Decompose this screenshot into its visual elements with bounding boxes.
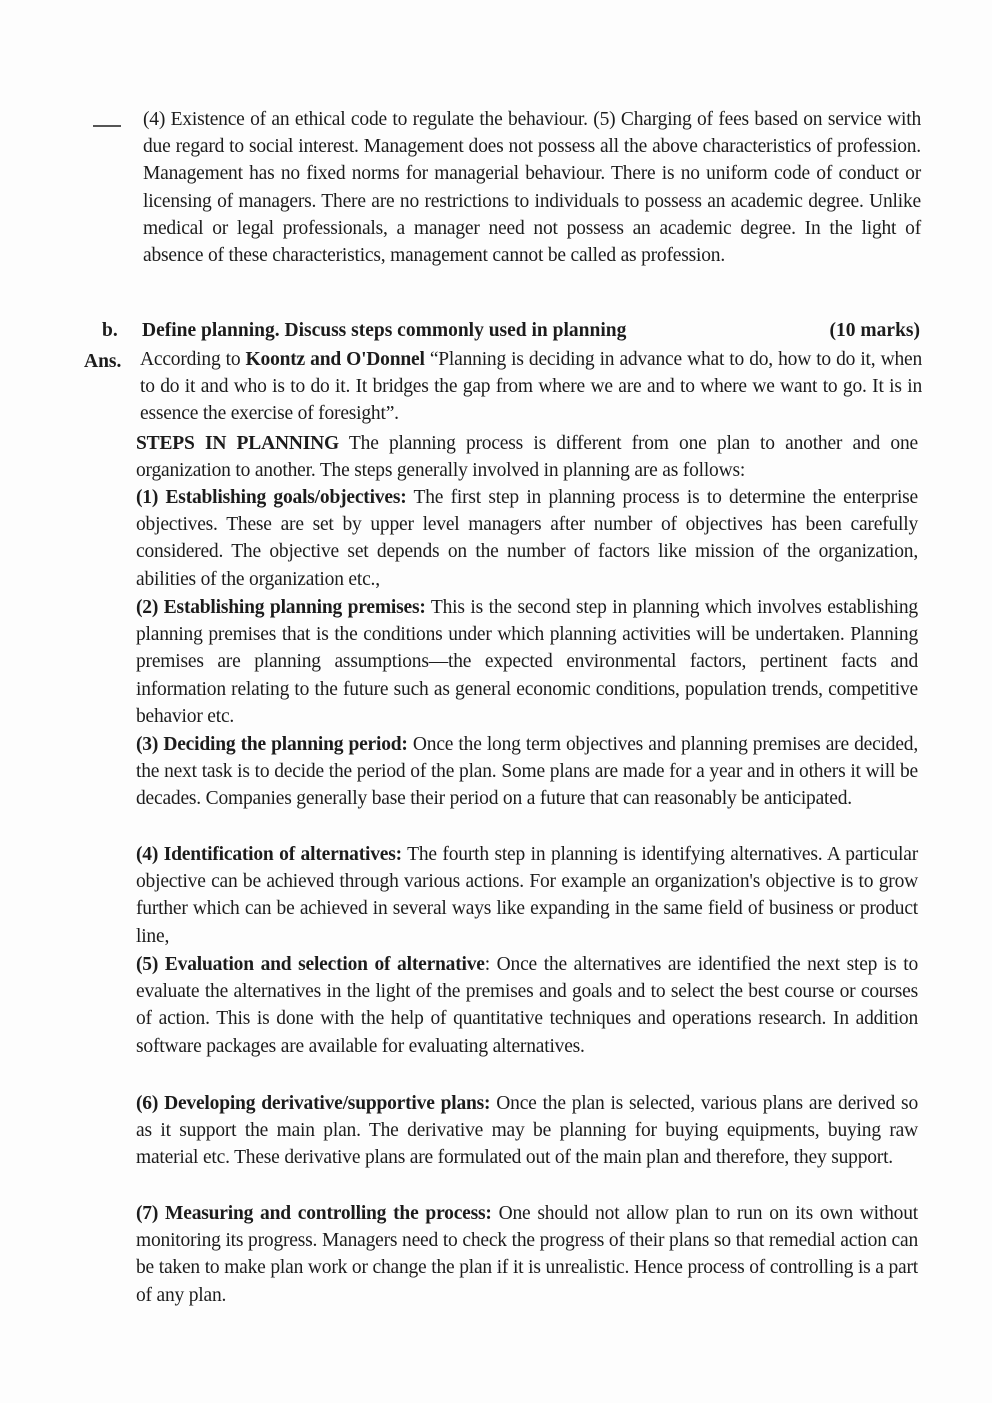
step-text: Once the plan is selected, various plans are derived so as it support the main plan. The derivative may be planning for buying equipments, buying raw material etc. These derivative plans are formulated out of the main plan and therefore, they support. <box>136 1093 918 1169</box>
intro-paragraph: (4) Existence of an ethical code to regulate the behaviour. (5) Charging of fees based on service with due regard to social interest. Management does not possess all the above characteristics of profession. Management has no fixed norms for managerial behaviour. There is no uniform code of conduct or licensing of managers. There are no restrictions to individuals to possess an academic degree. Unlike medical or legal professionals, a manager need not possess an academic degree. In the light of absence of these characteristics, management cannot be called as profession. <box>143 109 921 267</box>
step-text: One should not allow plan to run on its own without monitoring its progress. Managers need to check the progress of their plans so that remedial action can be taken to make plan work or change the plan if it is unrealistic. Hence process of controlling is a part of any plan. <box>136 1203 918 1306</box>
definition-prefix: According to <box>140 349 246 370</box>
question-number: b. <box>102 320 118 341</box>
margin-mark <box>93 125 121 127</box>
steps-heading: STEPS IN PLANNING <box>136 433 339 454</box>
step-4 <box>136 841 918 950</box>
definition-text: “Planning is deciding in advance what to do, how to do it, when to do it and who is to do it. It bridges the gap from where we are and to where we want to go. It is in essence the exercise of foresight”. <box>140 349 923 425</box>
step-text: This is the second step in planning which involves establishing planning premises that is the conditions under which planning activities will be undertaken. Planning premises are planning assumptions—the expected environmental factors, pertinent facts and information relating to the future such as general economic conditions, population trends, competitive behavior etc. <box>136 597 918 727</box>
step-title: (3) Deciding the planning period: <box>136 734 408 755</box>
answer-label: Ans. <box>84 351 122 372</box>
answer-definition <box>140 346 922 428</box>
question-marks: (10 marks) <box>829 320 920 341</box>
step-7 <box>136 1200 918 1309</box>
question-text: Define planning. Discuss steps commonly used in planning <box>142 320 627 341</box>
step-text: : Once the alternatives are identified the next step is to evaluate the alternatives in the light of the premises and goals and to select the best course or courses of action. This is done with the help of quantitative techniques and operations research. In addition software packages are available for evaluating alternatives. <box>136 954 918 1057</box>
step-title: (6) Developing derivative/supportive plans: <box>136 1093 491 1114</box>
step-title: (1) Establishing goals/objectives: <box>136 487 407 508</box>
steps-intro-text: The planning process is different from one plan to another and one organization to another. The steps generally involved in planning are as follows: <box>136 433 918 482</box>
definition-authors: Koontz and O'Donnel <box>245 349 425 370</box>
step-5 <box>136 951 918 1060</box>
step-text: Once the long term objectives and planning premises are decided, the next task is to decide the period of the plan. Some plans are made for a year and in others it will be decades. Companies generally base their period on a future that can reasonably be anticipated. <box>136 734 918 810</box>
step-text: The fourth step in planning is identifying alternatives. A particular objective can be achieved through various actions. For example an organization's objective is to grow further which can be achieved in several ways like expanding in the same field of business or product line, <box>136 844 918 947</box>
step-3 <box>136 731 918 813</box>
step-6 <box>136 1090 918 1172</box>
step-1 <box>136 484 918 593</box>
step-title: (5) Evaluation and selection of alternative <box>136 954 485 975</box>
step-text: The first step in planning process is to determine the enterprise objectives. These are set by upper level managers after number of objectives has been carefully considered. The objective set depends on the number of factors like mission of the organization, abilities of the organization etc., <box>136 487 918 590</box>
step-2 <box>136 594 918 730</box>
steps-intro <box>136 430 918 484</box>
step-title: (2) Establishing planning premises: <box>136 597 426 618</box>
step-title: (4) Identification of alternatives: <box>136 844 402 865</box>
step-title: (7) Measuring and controlling the process: <box>136 1203 492 1224</box>
